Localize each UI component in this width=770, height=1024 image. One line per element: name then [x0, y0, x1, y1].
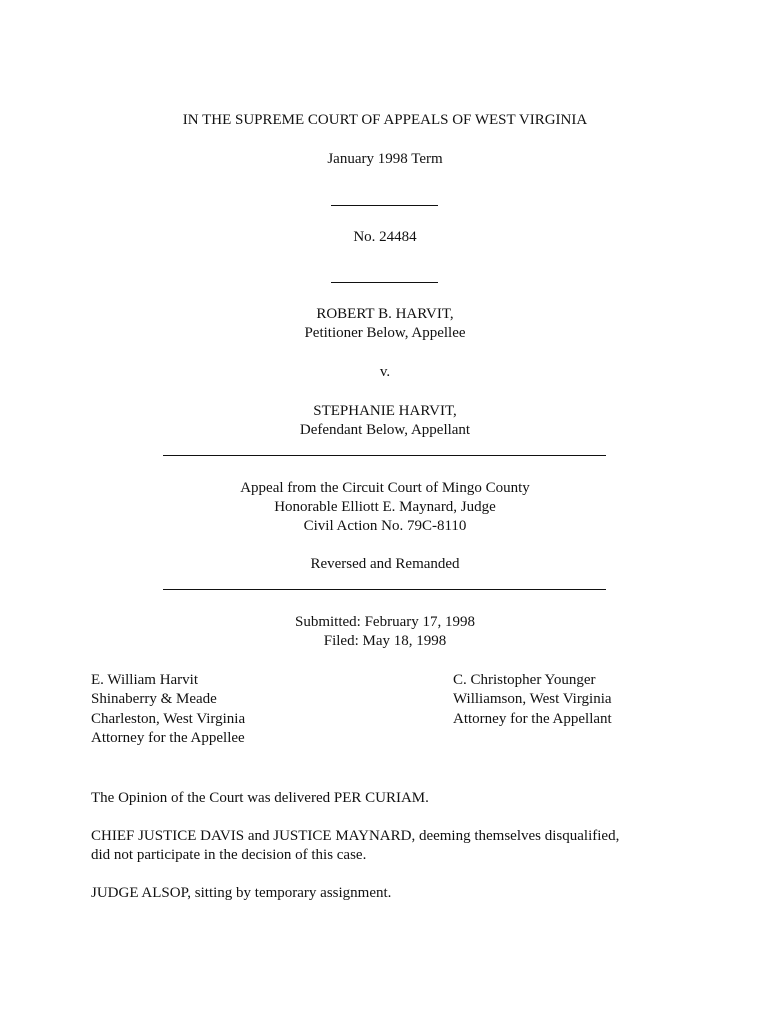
appellant-counsel-line: Attorney for the Appellant	[453, 711, 612, 727]
term-line: January 1998 Term	[327, 151, 443, 167]
petitioner-role: Petitioner Below, Appellee	[304, 325, 466, 341]
disqualification-note-line2: did not participate in the decision of this case.	[91, 847, 367, 863]
petitioner-name: ROBERT B. HARVIT,	[316, 306, 454, 322]
disposition: Reversed and Remanded	[310, 556, 460, 572]
submitted-date: Submitted: February 17, 1998	[295, 614, 475, 630]
disqualification-note-line1: CHIEF JUSTICE DAVIS and JUSTICE MAYNARD, deeming themselves disqualified,	[91, 828, 620, 844]
filed-date: Filed: May 18, 1998	[323, 633, 447, 649]
separator-rule	[331, 205, 438, 206]
civil-action-line: Civil Action No. 79C-8110	[303, 518, 467, 534]
appellant-counsel-line: Williamson, West Virginia	[453, 691, 612, 707]
separator-rule	[331, 282, 438, 283]
separator-rule	[163, 455, 606, 456]
separator-rule	[163, 589, 606, 590]
appellee-counsel-line: Charleston, West Virginia	[91, 711, 246, 727]
appeal-judge-line: Honorable Elliott E. Maynard, Judge	[274, 499, 496, 515]
court-heading: IN THE SUPREME COURT OF APPEALS OF WEST VIRGINIA	[182, 112, 588, 128]
appellant-counsel-line: C. Christopher Younger	[453, 672, 596, 688]
appellee-counsel-line: Shinaberry & Meade	[91, 691, 217, 707]
appellee-counsel-line: E. William Harvit	[91, 672, 199, 688]
opinion-note: The Opinion of the Court was delivered PER CURIAM.	[91, 790, 429, 806]
defendant-role: Defendant Below, Appellant	[299, 422, 471, 438]
defendant-name: STEPHANIE HARVIT,	[313, 403, 457, 419]
versus: v.	[379, 364, 391, 380]
assignment-note: JUDGE ALSOP, sitting by temporary assignment.	[91, 885, 392, 901]
appeal-court-line: Appeal from the Circuit Court of Mingo County	[240, 480, 530, 496]
case-number: No. 24484	[353, 229, 417, 245]
appellee-counsel-line: Attorney for the Appellee	[91, 730, 245, 746]
